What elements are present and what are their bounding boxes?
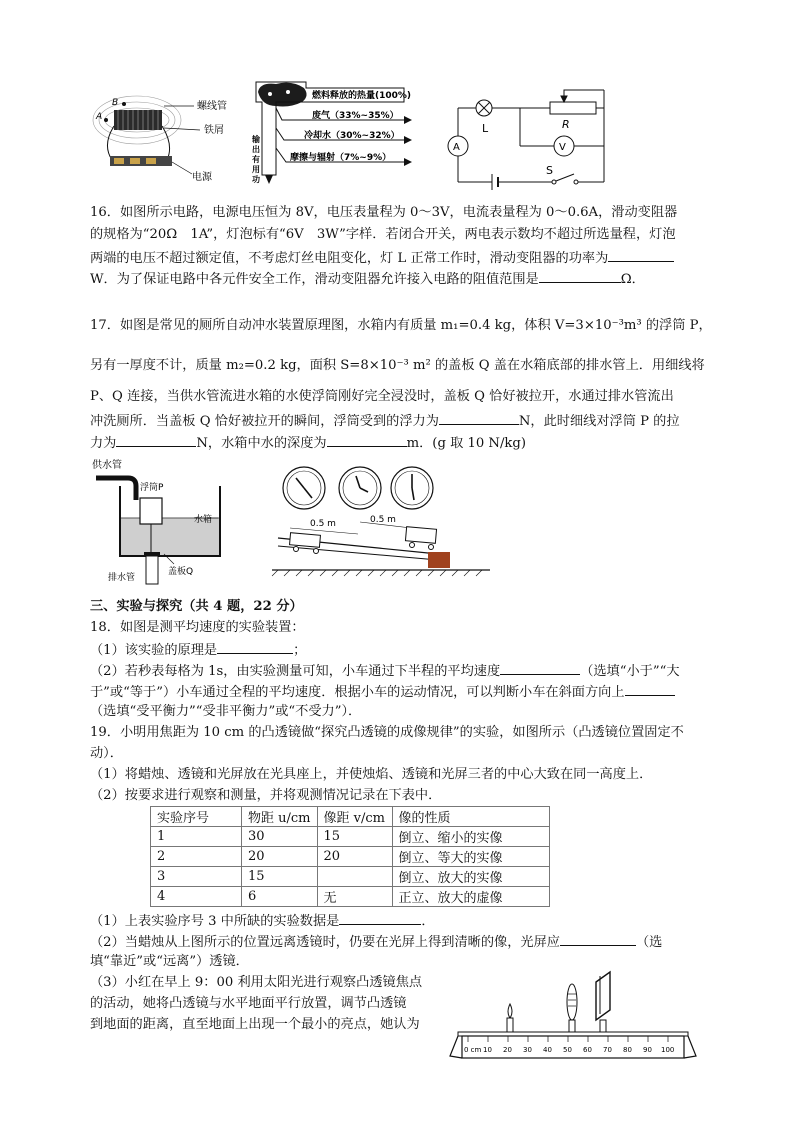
table-cell: 15 xyxy=(317,827,392,847)
q19-sub2-line-2: 填“靠近”或“远离”）透镜． xyxy=(90,954,249,969)
section-3-title: 三、实验与探究（共 4 题，22 分） xyxy=(90,599,303,614)
q19-sub2 xyxy=(90,931,662,953)
q19-sub3-line-2: 的活动，她将凸透镜与水平地面平行放置，调节凸透镜 xyxy=(90,996,407,1011)
table-cell: 4 xyxy=(151,887,242,907)
q19-sub1-text: （1）上表实验序号 3 中所缺的实验数据是 xyxy=(90,914,340,929)
friction-label: 摩擦与辐射（7%~9%） xyxy=(290,153,392,163)
table-cell: 6 xyxy=(242,887,318,907)
q18-sub2-text: （2）若秒表每格为 1s，由实验测量可知，小车通过下半程的平均速度 xyxy=(90,664,501,679)
table-cell: 20 xyxy=(317,847,392,867)
table-header: 像的性质 xyxy=(392,807,549,827)
q17-line-4-tail: N，此时细线对浮筒 P 的拉 xyxy=(518,414,680,429)
useful-work-label-3: 有 xyxy=(252,155,260,164)
switch-label: S xyxy=(546,164,553,177)
useful-work-label-5: 功 xyxy=(252,175,260,184)
q16-line-2: 的规格为“20Ω 1A”，灯泡标有“6V 3W”字样．若闭合开关，两电表示数均不超过所选量程，灯泡 xyxy=(90,227,676,242)
q19-sub3-line-1: （3）小红在早上 9：00 利用太阳光进行观察凸透镜焦点 xyxy=(90,975,423,990)
flush-tank-figure xyxy=(90,456,250,586)
q18-sub1-text: （1）该实验的原理是 xyxy=(90,643,218,658)
q19-line-3: （1）将蜡烛、透镜和光屏放在光具座上，并使烛焰、透镜和光屏三者的中心大致在同一高度上． xyxy=(90,767,653,782)
q19-line-4: （2）按要求进行观察和测量，并将观测情况记录在下表中． xyxy=(90,788,442,803)
scale-label: 90 xyxy=(643,1046,652,1054)
point-b-label: B xyxy=(112,98,119,108)
scale-label: 40 xyxy=(543,1046,552,1054)
q18-line-4-text: 于”或“等于”）小车通过全程的平均速度．根据小车的运动情况，可以判断小车在斜面方向上 xyxy=(90,685,625,700)
incline-figure xyxy=(268,462,493,580)
lamp-label: L xyxy=(482,122,489,135)
scale-label: 0 cm xyxy=(464,1046,482,1054)
table-cell: 3 xyxy=(151,867,242,887)
table-cell: 无 xyxy=(317,887,392,907)
q16-blank-power[interactable] xyxy=(608,247,674,262)
q19-sub2-tail: （选 xyxy=(635,935,663,950)
q19-sub2-text: （2）当蜡烛从上图所示的位置远离透镜时，仍要在光屏上得到清晰的像，光屏应 xyxy=(90,935,560,950)
q19-sub1-tail: ． xyxy=(421,914,435,929)
coil-label: 螺线管 xyxy=(197,101,227,112)
q19-sub1 xyxy=(90,910,435,932)
q17-line-5-tail: m．(g 取 10 N/kg) xyxy=(406,436,526,451)
q19-blank-screen-move[interactable] xyxy=(560,931,636,946)
q18-blank-speed[interactable] xyxy=(500,660,580,675)
q16-unit: Ω． xyxy=(620,272,645,287)
q17-line-1: 17．如图是常见的厕所自动冲水装置原理图，水箱内有质量 m₁=0.4 kg，体积 V=3×10⁻³m³ 的浮筒 P， xyxy=(90,318,712,333)
cooling-label: 冷却水（30%~32%） xyxy=(304,131,400,141)
filings-label: 铁屑 xyxy=(204,125,224,136)
rheostat-label: R xyxy=(562,118,570,131)
table-cell: 倒立、等大的实像 xyxy=(392,847,549,867)
q17-blank-buoyancy[interactable] xyxy=(439,410,519,425)
table-row xyxy=(151,827,550,847)
q19-line-2: 动）． xyxy=(90,746,123,761)
q17-blank-depth[interactable] xyxy=(327,432,407,447)
scale-label: 100 xyxy=(661,1046,675,1054)
table-row xyxy=(151,867,550,887)
table-cell: 30 xyxy=(242,827,318,847)
table-cell xyxy=(317,867,392,887)
table-cell: 倒立、放大的实像 xyxy=(392,867,549,887)
table-header: 实验序号 xyxy=(151,807,242,827)
scale-label: 70 xyxy=(603,1046,612,1054)
table-cell: 1 xyxy=(151,827,242,847)
q16-line-3 xyxy=(90,247,674,269)
ammeter-label: A xyxy=(453,142,460,153)
table-header: 像距 v/cm xyxy=(317,807,392,827)
q18-sub1-tail: ； xyxy=(293,643,307,658)
scale-label: 80 xyxy=(623,1046,632,1054)
table-row xyxy=(151,887,550,907)
point-a-label: A xyxy=(96,112,103,122)
q17-line-2: 另有一厚度不计，质量 m₂=0.2 kg，面积 S=8×10⁻³ m² 的盖板 Q 盖在水箱底部的排水管上．用细线将 xyxy=(90,358,705,373)
table-cell: 15 xyxy=(242,867,318,887)
solenoid-figure xyxy=(92,90,242,185)
power-label: 电源 xyxy=(192,172,212,183)
useful-work-label-2: 出 xyxy=(252,145,260,154)
useful-work-label-4: 用 xyxy=(252,165,260,174)
table-cell: 正立、放大的虚像 xyxy=(392,887,549,907)
q16-line-4 xyxy=(90,268,645,290)
scale-label: 10 xyxy=(483,1046,492,1054)
q17-line-4 xyxy=(90,410,680,432)
float-label: 浮筒P xyxy=(140,483,164,493)
useful-work-label-1: 输 xyxy=(252,135,260,144)
table-header-row xyxy=(151,807,550,827)
scale-label: 20 xyxy=(503,1046,512,1054)
table-header: 物距 u/cm xyxy=(242,807,318,827)
table-cell: 倒立、缩小的实像 xyxy=(392,827,549,847)
q18-line-1: 18．如图是测平均速度的实验装置： xyxy=(90,620,305,635)
q19-blank-missing-data[interactable] xyxy=(339,910,421,925)
q18-line-4 xyxy=(90,681,675,703)
scale-label: 50 xyxy=(563,1046,572,1054)
optical-bench-figure xyxy=(448,966,698,1066)
q17-line-3: P、Q 连接，当供水管流进水箱的水使浮筒刚好完全浸没时，盖板 Q 恰好被拉开，水通过排水管流出 xyxy=(90,389,674,404)
q17-blank-tension[interactable] xyxy=(116,432,196,447)
q16-line-1: 16．如图所示电路，电源电压恒为 8V，电压表量程为 0～3V，电流表量程为 0～0.6A，滑动变阻器 xyxy=(90,205,678,220)
exhaust-label: 废气（33%~35%） xyxy=(312,111,399,121)
total-heat-label: 燃料释放的热量(100%) xyxy=(312,91,412,101)
circuit-figure xyxy=(442,86,612,190)
q19-sub3-line-3: 到地面的距离，直至地面上出现一个最小的亮点，她认为 xyxy=(90,1017,420,1032)
q18-blank-principle[interactable] xyxy=(217,639,293,654)
drain-label: 排水管 xyxy=(108,573,136,583)
distance-2-label: 0.5 m xyxy=(370,515,396,525)
q18-sub2-tail: （选填“小于”“大 xyxy=(580,664,680,679)
scale-label: 60 xyxy=(583,1046,592,1054)
q19-line-1: 19．小明用焦距为 10 cm 的凸透镜做“探究凸透镜的成像规律”的实验，如图所示（凸透镜位置固定不 xyxy=(90,725,684,740)
experiment-table xyxy=(150,806,550,907)
q16-line-3-text: 两端的电压不超过额定值，不考虑灯丝电阻变化，灯 L 正常工作时，滑动变阻器的功率为 xyxy=(90,251,609,266)
q18-blank-force[interactable] xyxy=(625,681,675,696)
q17-line-5 xyxy=(90,432,526,454)
q17-line-4-text: 冲洗厕所．当盖板 Q 恰好被拉开的瞬间，浮筒受到的浮力为 xyxy=(90,414,439,429)
q18-line-3 xyxy=(90,660,680,682)
q16-line-4-text: W．为了保证电路中各元件安全工作，滑动变阻器允许接入电路的阻值范围是 xyxy=(90,272,539,287)
q18-line-2 xyxy=(90,639,306,661)
tank-label: 水箱 xyxy=(194,515,213,525)
energy-flow-figure xyxy=(254,80,439,190)
scale-label: 30 xyxy=(523,1046,532,1054)
q18-line-5: （选填“受平衡力”“受非平衡力”或“不受力”）． xyxy=(90,704,362,719)
table-cell: 2 xyxy=(151,847,242,867)
q16-blank-range[interactable] xyxy=(539,268,621,283)
q17-line-5-mid: N，水箱中水的深度为 xyxy=(196,436,327,451)
voltmeter-label: V xyxy=(559,142,566,153)
distance-1-label: 0.5 m xyxy=(310,519,336,529)
q17-line-5-text: 力为 xyxy=(90,436,117,451)
lid-label: 盖板Q xyxy=(168,567,194,577)
table-row xyxy=(151,847,550,867)
table-cell: 20 xyxy=(242,847,318,867)
supply-pipe-label: 供水管 xyxy=(92,460,122,471)
